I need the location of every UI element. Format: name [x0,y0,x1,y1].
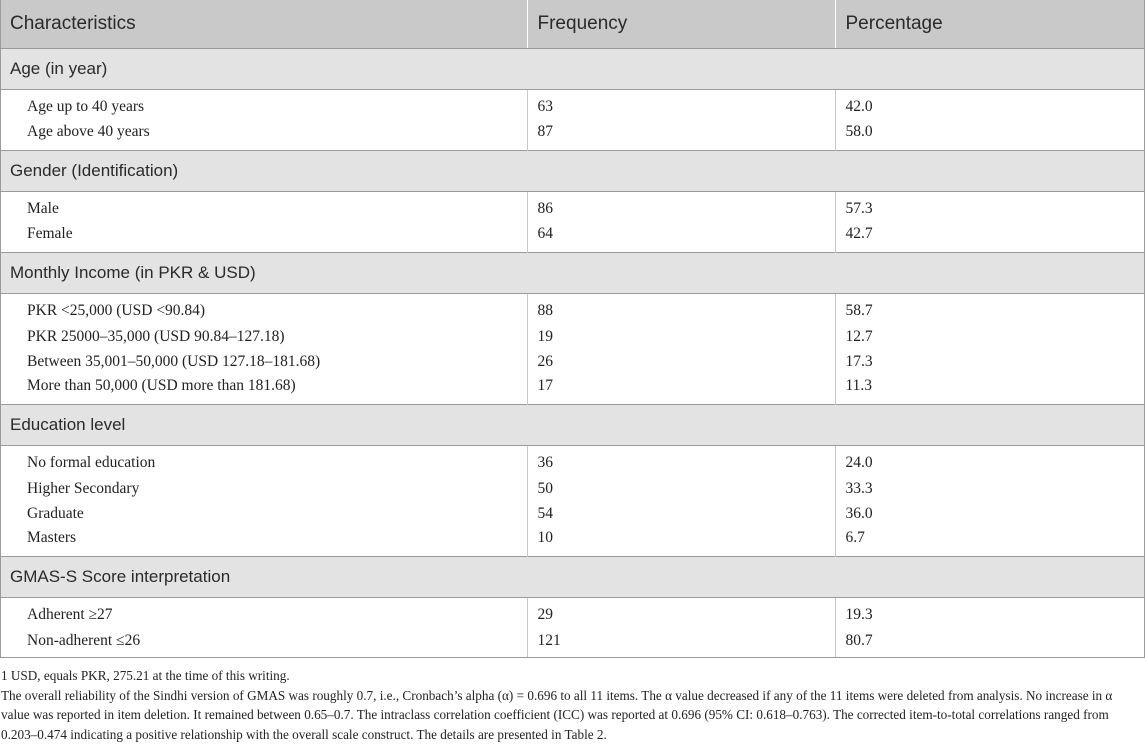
frequency-cell: 10 [527,526,835,556]
characteristic-cell: Female [0,222,527,252]
percentage-cell: 36.0 [845,504,873,522]
table-row [0,120,1145,150]
section-row [0,48,1145,89]
table-border-bottom [0,657,1145,658]
table-row [0,476,1145,501]
footnote-currency: 1 USD, equals PKR, 275.21 at the time of this writing. [1,668,290,683]
characteristic-cell: PKR <25,000 (USD <90.84) [0,293,527,324]
section-row [0,556,1145,597]
characteristic-cell: Higher Secondary [0,476,527,501]
table-row [0,324,1145,349]
table-header [0,0,1145,48]
percentage-cell: 6.7 [845,529,865,547]
characteristic-cell: Age above 40 years [0,120,527,150]
table-row [0,349,1145,374]
frequency-cell: 63 [527,89,835,120]
characteristic-cell: Non-adherent ≤26 [0,628,527,658]
characteristic-cell: Male [0,191,527,222]
footnote-reliability: The overall reliability of the Sindhi version of GMAS was roughly 0.7, i.e., Cronbach’s alpha (α) = 0.696 to all 11 items. The α value decreased if any of the 11 items were deleted from analysis. No increase in α value was reported in item deletion. It remained between 0.65–0.7. The intraclass correlation coefficient (ICC) was reported at 0.696 (95% CI: 0.618–0.763). The corrected item-to-total correlations ranged from 0.203–0.474 indicating a positive relationship with the overall scale construct. The details are presented in Table 2. [1,687,1113,742]
frequency-cell: 29 [527,597,835,628]
table-body [0,48,1145,658]
percentage-cell: 58.0 [845,123,873,141]
percentage-cell: 12.7 [845,327,873,345]
header-percentage: Percentage [835,0,1145,48]
frequency-cell: 86 [527,191,835,222]
section-title: Monthly Income (in PKR & USD) [0,252,1145,293]
frequency-cell: 19 [527,324,835,349]
section-row [0,252,1145,293]
percentage-cell: 17.3 [845,352,873,370]
percentage-cell: 58.7 [845,301,873,319]
header-characteristics: Characteristics [0,0,527,48]
table-row [0,374,1145,404]
table-row [0,191,1145,222]
section-title: GMAS-S Score interpretation [0,556,1145,597]
percentage-cell: 80.7 [845,631,873,649]
section-title: Gender (Identification) [0,150,1145,191]
percentage-cell: 24.0 [845,453,873,471]
percentage-cell: 33.3 [845,479,873,497]
table-row [0,89,1145,120]
percentage-cell: 57.3 [845,199,873,217]
section-title: Age (in year) [0,48,1145,89]
header-row [0,0,1145,48]
table-footnotes [0,666,1136,744]
table-row [0,222,1145,252]
characteristic-cell: Masters [0,526,527,556]
frequency-cell: 54 [527,501,835,526]
table-row [0,526,1145,556]
table-row [0,628,1145,658]
section-row [0,150,1145,191]
header-frequency: Frequency [527,0,835,48]
percentage-cell: 11.3 [845,377,873,395]
characteristic-cell: Between 35,001–50,000 (USD 127.18–181.68) [0,349,527,374]
section-row [0,404,1145,445]
frequency-cell: 87 [527,120,835,150]
frequency-cell: 36 [527,445,835,476]
table-row [0,293,1145,324]
section-title: Education level [0,404,1145,445]
frequency-cell: 64 [527,222,835,252]
characteristic-cell: Adherent ≥27 [0,597,527,628]
frequency-cell: 88 [527,293,835,324]
characteristic-cell: More than 50,000 (USD more than 181.68) [0,374,527,404]
frequency-cell: 121 [527,628,835,658]
frequency-cell: 26 [527,349,835,374]
characteristic-cell: No formal education [0,445,527,476]
frequency-cell: 50 [527,476,835,501]
table-row [0,501,1145,526]
percentage-cell: 42.0 [845,97,873,115]
percentage-cell: 42.7 [845,225,873,243]
frequency-cell: 17 [527,374,835,404]
characteristic-cell: Age up to 40 years [0,89,527,120]
percentage-cell: 19.3 [845,605,873,623]
characteristic-cell: Graduate [0,501,527,526]
table-row [0,597,1145,628]
table-row [0,445,1145,476]
characteristic-cell: PKR 25000–35,000 (USD 90.84–127.18) [0,324,527,349]
table-border-left [0,0,1,658]
